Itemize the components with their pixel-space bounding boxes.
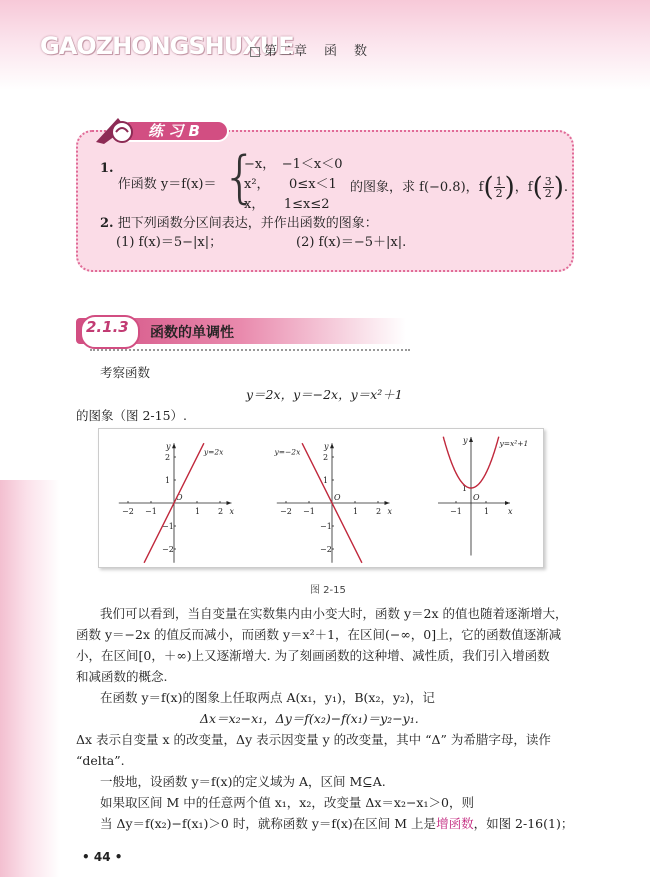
figure-graphs — [99, 429, 543, 567]
q2-part-b: (2) f(x)＝−5＋|x|. — [296, 235, 407, 250]
y-tick-label: 1 — [165, 476, 171, 485]
fraction-1: $\frac{1}{2}$ — [495, 175, 503, 200]
section-number: 2.1.3 — [86, 318, 129, 336]
x-tick-label: −1 — [145, 507, 157, 516]
x-tick-label: −1 — [450, 507, 462, 516]
figure-caption: 图 2-15 — [310, 585, 346, 596]
paragraph-8 — [100, 814, 573, 833]
q1-case-3: x， 1≤x≤2 — [244, 197, 330, 212]
y-axis-label: y — [324, 442, 329, 452]
graph-y-2x — [119, 442, 235, 563]
q1-number: 1. — [100, 161, 114, 176]
x-tick-label: −1 — [303, 507, 315, 516]
y-tick-label: 1 — [462, 484, 468, 493]
section-title: 函数的单调性 — [150, 325, 234, 341]
q1-suffix: 的图象，求 f(−0.8)，f( $\frac{1}{2}$ )，f( $\frac{3}{2}$ ). — [350, 172, 569, 203]
q2-text: 把下列函数分区间表达，并作出函数的图象： — [117, 216, 378, 231]
q2-part-a: (1) f(x)＝5−|x|； — [116, 235, 223, 250]
function-label: y=x²+1 — [499, 439, 529, 448]
paragraph-3-line-1: 我们可以看到，当自变量在实数集内由小变大时，函数 y＝2x 的值也随着逐渐增大， — [100, 606, 568, 621]
y-axis-arrow — [172, 443, 176, 448]
formula-functions: y＝2x，y＝−2x，y＝x²＋1 — [246, 387, 403, 402]
exercise-q1 — [100, 160, 217, 192]
function-label: y=2x — [203, 447, 224, 457]
x-axis-label: x — [508, 507, 513, 516]
paragraph-figure-ref: 的图象（图 2-15）. — [76, 408, 188, 423]
section-divider — [90, 349, 410, 351]
y-tick-label: −2 — [320, 545, 332, 554]
chapter-label: 第二章 函 数 — [264, 44, 370, 59]
q1-case-1: −x， −1＜x＜0 — [244, 157, 343, 172]
exercise-q2 — [100, 215, 378, 233]
paragraph-3-line-2: 函数 y＝−2x 的值反而减小，而函数 y＝x²＋1，在区间(−∞，0]上，它的函数值逐渐减 — [76, 627, 562, 642]
formula-delta: Δx＝x₂−x₁，Δy＝f(x₂)−f(x₁)＝y₂−y₁. — [200, 711, 419, 726]
x-axis-arrow — [227, 501, 232, 505]
origin-label: O — [176, 493, 183, 502]
x-axis-arrow — [505, 501, 510, 505]
q1-case-2: x²， 0≤x＜1 — [244, 177, 337, 192]
y-tick-label: −2 — [162, 545, 174, 554]
y-axis-label: y — [166, 442, 171, 452]
paragraph-8-end: ，如图 2-16(1)； — [473, 816, 574, 831]
paragraph-3-line-3: 小，在区间[0，＋∞)上又逐渐增大. 为了刻画函数的这种增、减性质，我们引入增函数 — [76, 648, 550, 663]
chapter-title — [250, 40, 369, 59]
x-tick-label: −2 — [122, 507, 134, 516]
q1-prefix: 作函数 y＝f(x)＝ — [117, 177, 217, 192]
graph-y-x2-plus-1 — [438, 436, 528, 556]
paragraph-8-text: 当 Δy＝f(x₂)−f(x₁)＞0 时，就称函数 y＝f(x)在区间 M 上是 — [100, 816, 437, 831]
x-tick-label: −2 — [280, 507, 292, 516]
origin-label: O — [334, 493, 341, 502]
header-logo: GAOZHONGSHUXUE — [40, 32, 294, 60]
paragraph-3-line-4: 和减函数的概念. — [76, 669, 168, 684]
paragraph-6: 一般地，设函数 y＝f(x)的定义域为 A，区间 M⊆A. — [100, 774, 386, 789]
page-number: • 44 • — [82, 850, 123, 864]
x-tick-label: 1 — [353, 507, 359, 516]
y-axis-label: y — [463, 436, 468, 445]
x-tick-label: 2 — [218, 507, 224, 516]
paragraph-7: 如果取区间 M 中的任意两个值 x₁，x₂，改变量 Δx＝x₂−x₁＞0，则 — [100, 795, 474, 810]
function-label: y=−2x — [274, 447, 301, 457]
paragraph-5-line-2: “delta”. — [76, 753, 125, 768]
paragraph-intro: 考察函数 — [100, 365, 151, 380]
q2-number: 2. — [100, 216, 114, 231]
q1-suffix-text: 的图象，求 f(−0.8)，f — [350, 180, 484, 195]
x-axis-label: x — [387, 507, 393, 516]
x-tick-label: 1 — [195, 507, 201, 516]
y-tick-label: −1 — [162, 522, 174, 531]
figure-2-15 — [98, 428, 544, 568]
y-tick-label: 1 — [323, 476, 329, 485]
graph-y-neg2x — [274, 442, 393, 563]
x-axis-arrow — [385, 501, 390, 505]
square-icon — [250, 47, 260, 57]
x-axis-label: x — [229, 507, 235, 516]
y-tick-label: 2 — [165, 453, 171, 462]
x-tick-label: 2 — [376, 507, 382, 516]
exercise-title: 练 习 B — [148, 122, 200, 140]
y-axis-arrow — [469, 437, 473, 442]
y-axis-arrow — [330, 443, 334, 448]
x-tick-label: 1 — [484, 507, 490, 516]
q1-comma: ，f — [514, 180, 533, 195]
y-tick-label: 2 — [323, 453, 329, 462]
y-tick-label: −1 — [320, 522, 332, 531]
keyword-increasing-function: 增函数 — [436, 816, 474, 831]
q1-brace: { — [222, 145, 258, 210]
paragraph-4: 在函数 y＝f(x)的图象上任取两点 A(x₁，y₁)，B(x₂，y₂)，记 — [100, 690, 435, 705]
left-decor-bar — [0, 480, 60, 877]
paragraph-5-line-1: Δx 表示自变量 x 的改变量，Δy 表示因变量 y 的改变量，其中 “Δ” 为希腊字母，读作 — [76, 732, 551, 747]
fraction-2: $\frac{3}{2}$ — [544, 175, 552, 200]
origin-label: O — [473, 493, 480, 502]
